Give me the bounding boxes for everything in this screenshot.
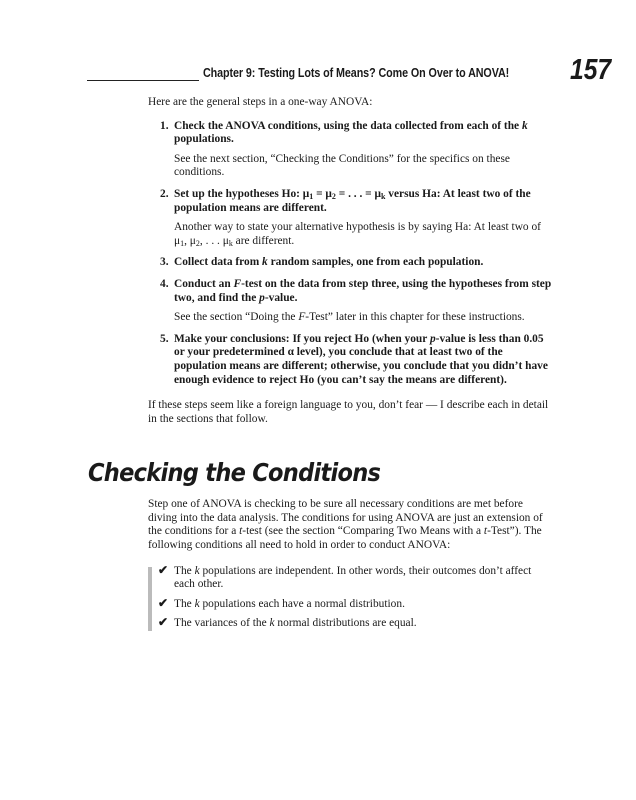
step-2 bbox=[148, 188, 552, 248]
text-run: -test on the data from step three, using the hypotheses from step two, and find the bbox=[174, 277, 552, 304]
bullet-item bbox=[158, 595, 552, 612]
subscript: 1 bbox=[180, 238, 185, 248]
text-run: = . . . = μ bbox=[335, 187, 381, 200]
text-run: populations are independent. In other words, their outcomes don’t affect each other. bbox=[174, 564, 532, 591]
text-run: t bbox=[239, 525, 243, 538]
text-run: -value is less than 0.05 or your predetermined α level), you conclude that at least two of the population means are different; otherwise, you conclude that you didn’t have enough evidence to reject Ho (you can’t say the means are different). bbox=[174, 332, 548, 386]
bullet-text bbox=[174, 598, 552, 612]
header-rule bbox=[87, 80, 199, 81]
step-4 bbox=[148, 278, 552, 325]
section-heading: Checking the Conditions bbox=[88, 458, 381, 488]
intro-paragraph bbox=[148, 96, 552, 110]
bullet-item bbox=[158, 615, 552, 631]
bullet-text bbox=[174, 565, 552, 592]
text-run: k bbox=[521, 119, 528, 132]
text-run: populations. bbox=[174, 133, 234, 146]
step-5 bbox=[148, 333, 552, 387]
text-run: Another way to state your alternative hypothesis is by saying Ha: At least two of μ bbox=[174, 221, 541, 247]
step-1-note bbox=[174, 153, 552, 180]
text-run: , . . . μ bbox=[199, 234, 229, 247]
text-run: are different. bbox=[232, 234, 295, 247]
step-2-text bbox=[174, 188, 552, 215]
subscript: k bbox=[380, 191, 386, 201]
text-run: See the next section, “Checking the Conditions” for the specifics on these conditions. bbox=[174, 152, 510, 179]
step-5-text bbox=[174, 333, 552, 387]
text-run: -value. bbox=[264, 291, 298, 304]
subscript: 2 bbox=[331, 191, 336, 201]
step-4-note bbox=[174, 311, 552, 325]
step-number: 2. bbox=[160, 187, 169, 200]
checkmark-icon: ✔ bbox=[158, 615, 169, 630]
text-run: The bbox=[174, 564, 195, 577]
text-run: t bbox=[483, 525, 488, 538]
subscript: 1 bbox=[309, 191, 314, 201]
text-run: normal distributions are equal. bbox=[274, 617, 417, 630]
step-4-text bbox=[174, 278, 552, 305]
step-1-text bbox=[174, 120, 552, 147]
text-run: See the section “Doing the bbox=[174, 311, 299, 324]
subscript: k bbox=[228, 238, 233, 248]
step-number: 1. bbox=[160, 119, 169, 132]
text-run: Collect data from bbox=[174, 256, 263, 269]
step-2-note bbox=[174, 221, 552, 248]
subscript: 2 bbox=[195, 238, 200, 248]
page-body bbox=[88, 96, 552, 631]
text-run: Here are the general steps in a one-way ANOVA: bbox=[148, 96, 373, 108]
text-run: Check the ANOVA conditions, using the data collected from each of the bbox=[174, 119, 522, 132]
bullet-text bbox=[174, 617, 552, 631]
step-number: 3. bbox=[160, 256, 169, 269]
text-run: versus Ha: At least two of the population means are different. bbox=[174, 187, 531, 214]
section-paragraph bbox=[148, 498, 552, 552]
text-run: -Test” later in this chapter for these instructions. bbox=[305, 311, 525, 324]
text-run: k bbox=[194, 564, 200, 577]
text-run: -test (see the section “Comparing Two Means with a bbox=[242, 525, 484, 538]
step-3-text bbox=[174, 256, 552, 270]
text-run: The variances of the bbox=[174, 617, 270, 630]
outro-paragraph bbox=[148, 399, 552, 426]
text-run: Step one of ANOVA is checking to be sure all necessary conditions are met before diving into the data analysis. The conditions for using ANOVA are just an extension of the conditions for a bbox=[148, 498, 543, 538]
text-run: Set up the hypotheses Ho: μ bbox=[174, 187, 310, 200]
text-run: k bbox=[262, 256, 268, 269]
step-1 bbox=[148, 120, 552, 180]
text-run: , μ bbox=[184, 234, 196, 247]
text-run: -Test”). The following conditions all need to hold in order to conduct ANOVA: bbox=[148, 525, 542, 552]
text-run: Make your conclusions: If you reject Ho (when your bbox=[174, 332, 430, 345]
text-run: F bbox=[298, 311, 306, 324]
text-run: p bbox=[429, 332, 436, 345]
checkmark-icon: ✔ bbox=[158, 562, 169, 577]
text-run: random samples, one from each population. bbox=[267, 256, 484, 269]
step-3 bbox=[148, 256, 552, 270]
text-run: populations each have a normal distribution. bbox=[199, 597, 405, 610]
text-run: = μ bbox=[313, 187, 332, 200]
conditions-list bbox=[148, 562, 552, 631]
page-number: 157 bbox=[570, 54, 612, 86]
text-run: p bbox=[259, 291, 265, 304]
list-sidebar-rule bbox=[148, 567, 152, 631]
checkmark-icon: ✔ bbox=[158, 595, 169, 610]
step-number: 4. bbox=[160, 277, 169, 290]
text-run: F bbox=[233, 277, 242, 290]
text-run: k bbox=[269, 617, 275, 630]
text-run: If these steps seem like a foreign language to you, don’t fear — I describe each in detail in the sections that follow. bbox=[148, 399, 549, 425]
running-header: Chapter 9: Testing Lots of Means? Come On Over to ANOVA! bbox=[203, 66, 510, 80]
text-run: k bbox=[194, 597, 200, 610]
text-run: Conduct an bbox=[174, 277, 234, 290]
step-number: 5. bbox=[160, 332, 169, 345]
bullet-item bbox=[158, 562, 552, 592]
text-run: The bbox=[174, 597, 195, 610]
